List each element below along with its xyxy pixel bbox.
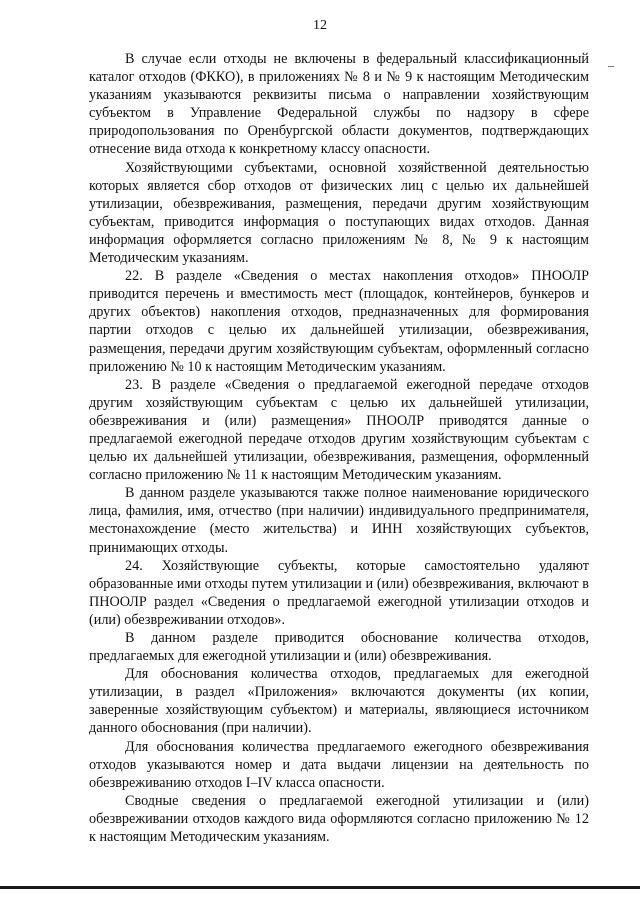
- paragraph-summary-appendix-12: Сводные сведения о предлагаемой ежегодной утилизации и (или) обезвреживании отходов каждого вида оформляются согласно приложению № 12 к настоящим Методическим указаниям.: [89, 792, 589, 846]
- paragraph-utilization-documents: Для обоснования количества отходов, предлагаемых для ежегодной утилизации, в раздел «Приложения» включаются документы (их копии, заверенные хозяйствующим субъектом) и материалы, являющиеся источником данного обоснования (при наличии).: [89, 666, 589, 737]
- paragraph-waste-collectors: Хозяйствующими субъектами, основной хозяйственной деятельностью которых является сбор отходов от физических лиц с целью их дальнейшей утилизации, обезвреживания, размещения, передачи другим хозяйствующим субъектам, приводится информация о поступающих видах отходов. Данная информация оформляется согласно приложениям № 8, № 9 к настоящим Методическим указаниям.: [89, 159, 589, 267]
- paragraph-item-23: 23. В разделе «Сведения о предлагаемой ежегодной передаче отходов другим хозяйствующим субъектам с целью их дальнейшей утилизации, обезвреживания и (или) размещения» ПНООЛР приводятся данные о предлагаемой ежегодной передаче отходов другим хозяйствующим субъектам с целью их дальнейшей утилизации, обезвреживания, размещения, оформленный согласно приложению № 11 к настоящим Методическим указаниям.: [89, 376, 589, 484]
- paragraph-item-24: 24. Хозяйствующие субъекты, которые самостоятельно удаляют образованные ими отходы путем утилизации и (или) обезвреживания, включают в ПНООЛР раздел «Сведения о предлагаемой ежегодной утилизации отходов и (или) обезвреживании отходов».: [89, 557, 589, 628]
- page-number: 12: [313, 18, 327, 33]
- paragraph-quantity-justification: В данном разделе приводится обоснование количества отходов, предлагаемых для ежегодной утилизации и (или) обезвреживания.: [89, 630, 589, 665]
- scan-edge-mark: [608, 66, 614, 67]
- paragraph-fkko-requisites: В случае если отходы не включены в федеральный классификационный каталог отходов (ФККО), в приложениях № 8 и № 9 к настоящим Методическим указаниям указываются реквизиты письма о направлении хозяйствующим субъектом в Управление Федеральной службы по надзору в сфере природопользования по Оренбургской области документов, подтверждающих отнесение вида отхода к конкретному классу опасности.: [89, 51, 589, 158]
- paragraph-recipient-details: В данном разделе указываются также полное наименование юридического лица, фамилия, имя, отчество (при наличии) индивидуального предпринимателя, местонахождение (место жительства) и ИНН хозяйствующих субъектов, принимающих отходы.: [89, 485, 589, 556]
- paragraph-item-22: 22. В разделе «Сведения о местах накопления отходов» ПНООЛР приводится перечень и вместимость мест (площадок, контейнеров, бункеров и других объектов) накопления отходов, предназначенных для формирования партии отходов с целью их дальнейшей утилизации, обезвреживания, размещения, передачи другим хозяйствующим субъектам, оформленный согласно приложению № 10 к настоящим Методическим указаниям.: [89, 268, 589, 375]
- paragraph-license-details: Для обоснования количества предлагаемого ежегодного обезвреживания отходов указываются номер и дата выдачи лицензии на деятельность по обезвреживанию отходов I–IV класса опасности.: [89, 738, 589, 791]
- scan-bottom-border: [0, 886, 640, 889]
- document-body: [89, 50, 589, 846]
